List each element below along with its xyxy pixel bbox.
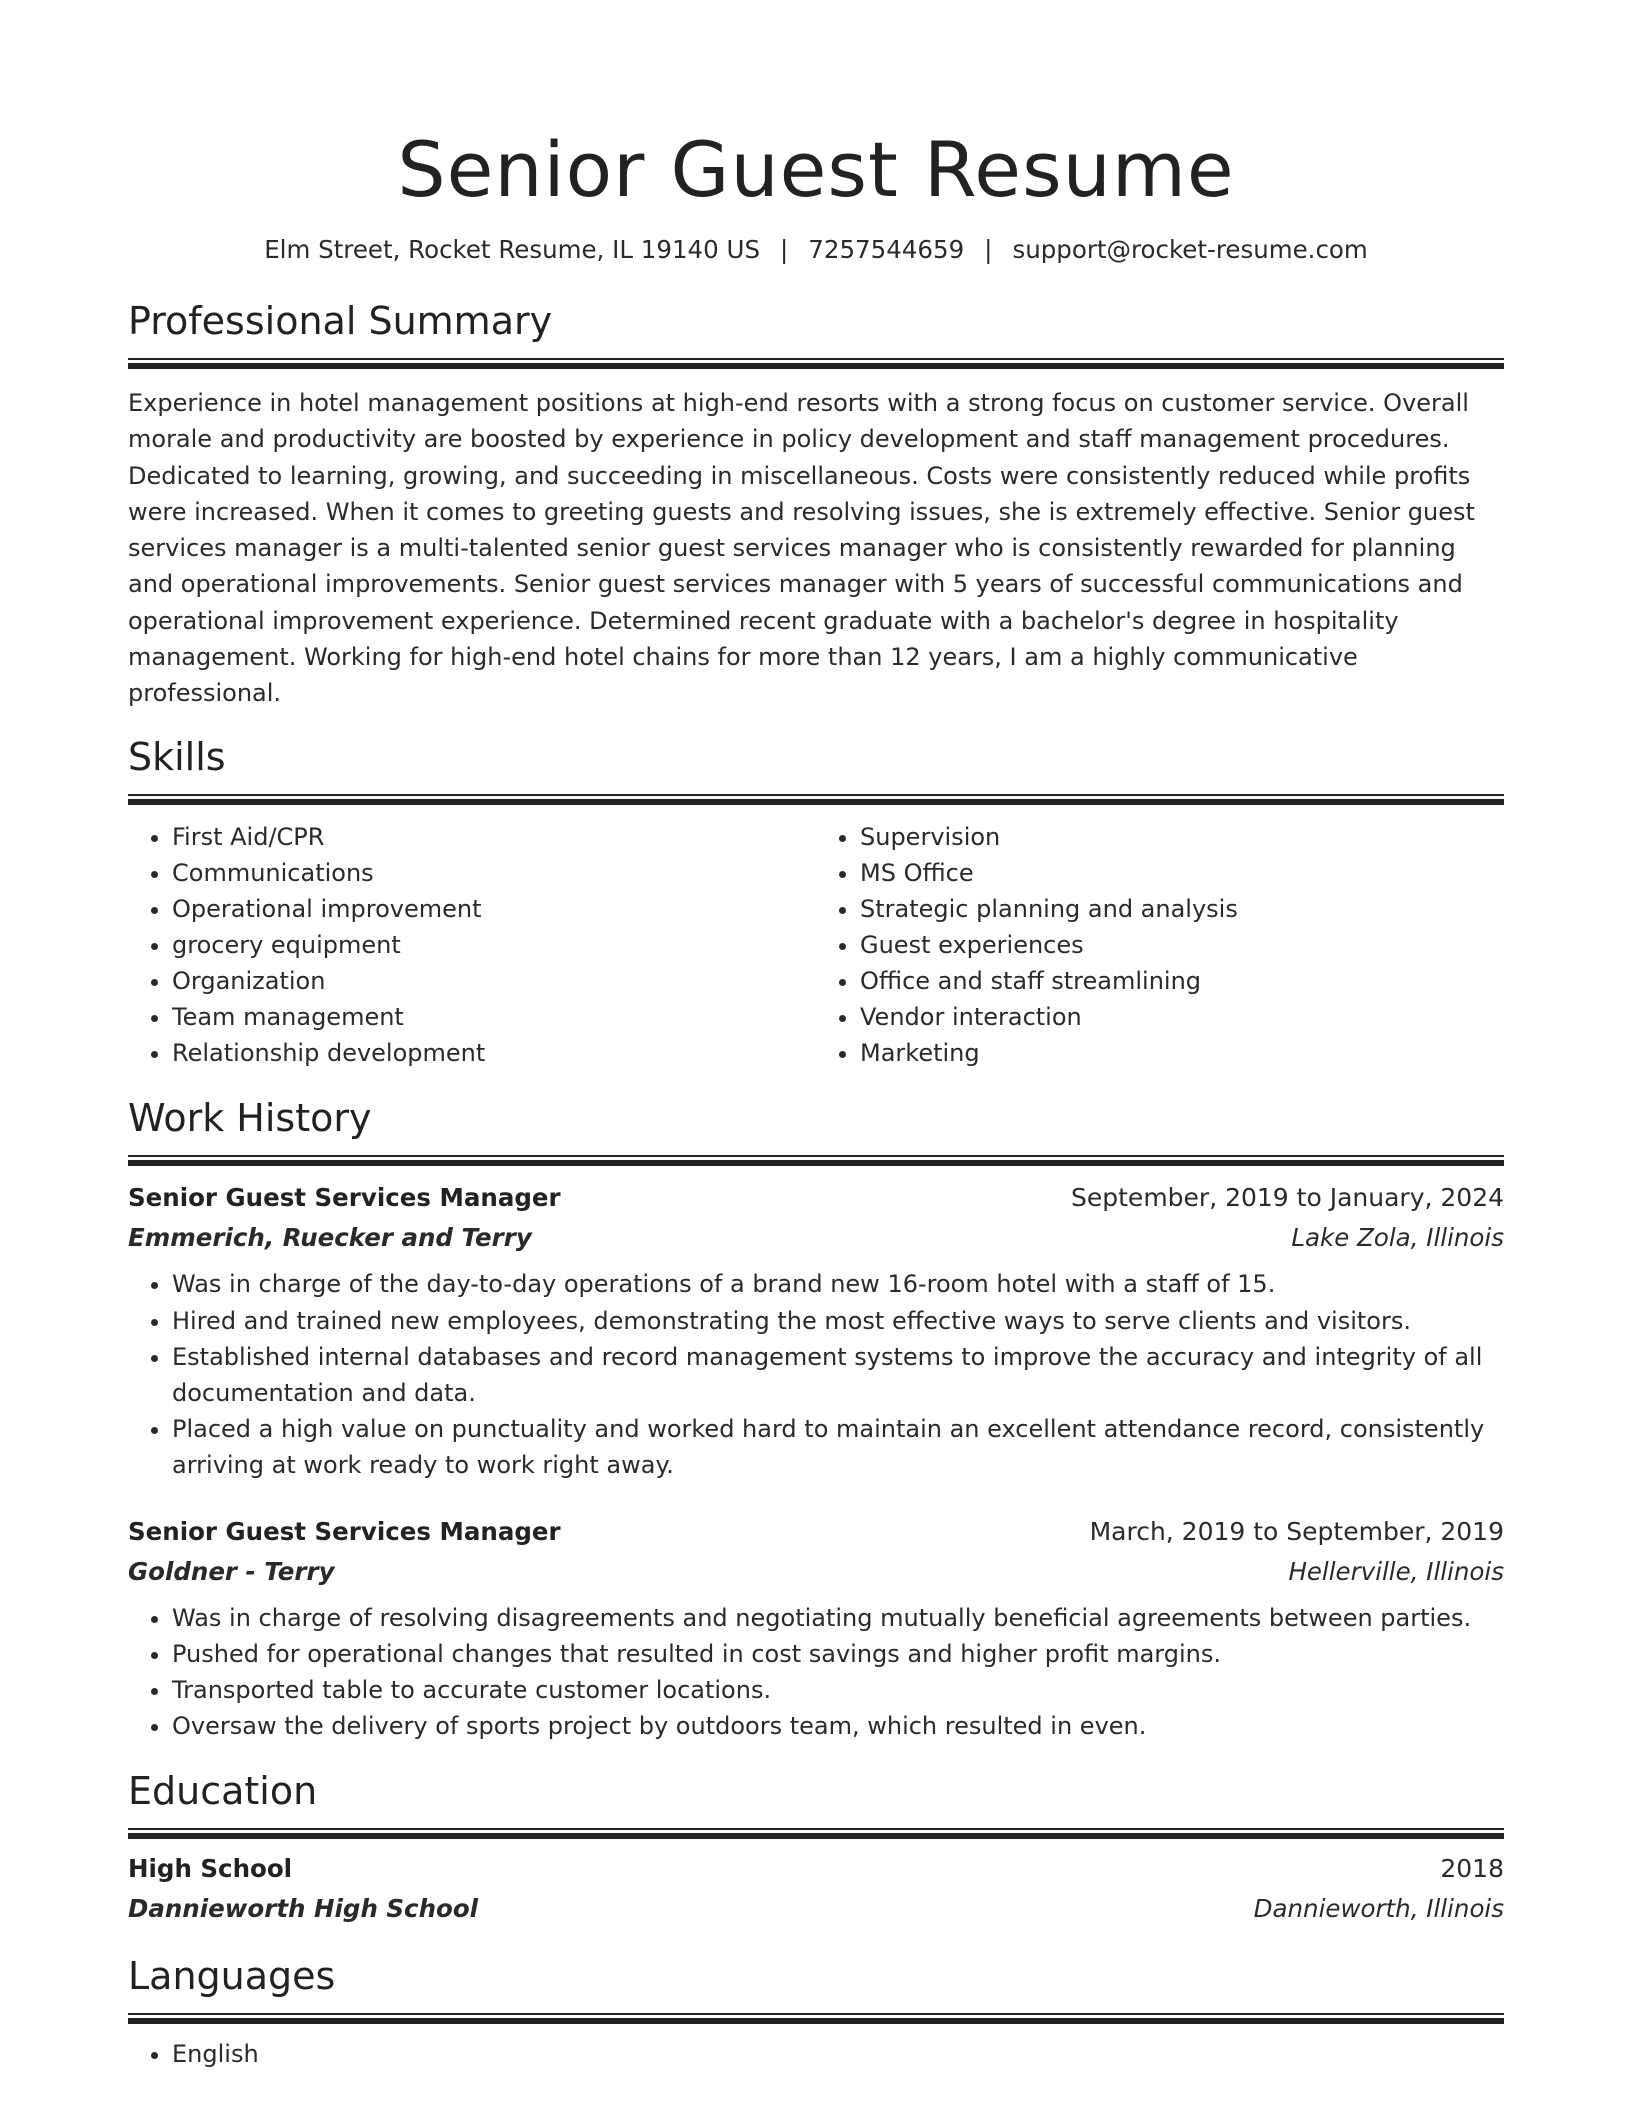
skill-item: • First Aid/CPR xyxy=(172,819,816,855)
job-bullets xyxy=(128,1266,1504,1483)
education-header-row xyxy=(128,1849,1504,1889)
job-entry xyxy=(128,1512,1504,1745)
skills-section xyxy=(128,732,1504,1072)
contact-email: support@rocket-resume.com xyxy=(1012,235,1368,264)
section-divider xyxy=(128,1828,1504,1839)
section-divider xyxy=(128,358,1504,369)
job-company: Goldner - Terry xyxy=(128,1556,335,1586)
contact-phone: 7257544659 xyxy=(808,235,965,264)
education-school: Dannieworth High School xyxy=(128,1894,479,1924)
education-degree: High School xyxy=(128,1854,293,1884)
contact-line xyxy=(128,232,1504,268)
languages-section xyxy=(128,1951,1504,2072)
job-bullets xyxy=(128,1600,1504,1745)
skill-item: • Communications xyxy=(172,855,816,891)
languages-list xyxy=(128,2036,1504,2072)
job-dates: March, 2019 to September, 2019 xyxy=(1089,1516,1504,1546)
job-bullet: • Hired and trained new employees, demonstrating the most effective ways to serve clients and visitors. xyxy=(172,1303,1504,1339)
job-entry xyxy=(128,1178,1504,1483)
job-header-row xyxy=(128,1512,1504,1552)
job-bullet: • Was in charge of resolving disagreements and negotiating mutually beneficial agreements between parties. xyxy=(172,1600,1504,1636)
job-bullet: • Pushed for operational changes that resulted in cost savings and higher profit margins. xyxy=(172,1636,1504,1672)
resume-name: Senior Guest Resume xyxy=(397,125,1235,214)
section-divider xyxy=(128,794,1504,805)
job-company-row xyxy=(128,1218,1504,1258)
job-bullet: • Placed a high value on punctuality and worked hard to maintain an excellent attendance record, consistently arriving at work ready to work right away. xyxy=(172,1411,1504,1483)
education-year: 2018 xyxy=(1440,1854,1504,1884)
resume-content xyxy=(128,0,1504,2073)
section-heading-work: Work History xyxy=(128,1096,372,1141)
section-divider xyxy=(128,1155,1504,1166)
skill-item: • Strategic planning and analysis xyxy=(860,891,1504,927)
job-bullet: • Oversaw the delivery of sports project by outdoors team, which resulted in even. xyxy=(172,1708,1504,1744)
job-title: Senior Guest Services Manager xyxy=(128,1516,561,1546)
skill-item: • Team management xyxy=(172,999,816,1035)
contact-address: Elm Street, Rocket Resume, IL 19140 US xyxy=(264,235,761,264)
job-company-row xyxy=(128,1552,1504,1592)
job-location: Hellerville, Illinois xyxy=(1288,1556,1504,1586)
job-company: Emmerich, Ruecker and Terry xyxy=(128,1223,532,1253)
section-heading-skills: Skills xyxy=(128,734,226,779)
skill-item: • Marketing xyxy=(860,1035,1504,1071)
skills-list-right xyxy=(816,819,1504,1072)
job-location: Lake Zola, Illinois xyxy=(1291,1223,1504,1253)
skill-item: • Supervision xyxy=(860,819,1504,855)
skill-item: • Organization xyxy=(172,963,816,999)
education-school-row xyxy=(128,1889,1504,1929)
section-divider xyxy=(128,2013,1504,2024)
job-dates: September, 2019 to January, 2024 xyxy=(1071,1183,1504,1213)
skill-item: • Guest experiences xyxy=(860,927,1504,963)
education-entry xyxy=(128,1849,1504,1929)
skills-columns xyxy=(128,819,1504,1072)
work-section xyxy=(128,1093,1504,1744)
section-heading-languages: Languages xyxy=(128,1954,336,1999)
education-section xyxy=(128,1766,1504,1929)
section-heading-education: Education xyxy=(128,1769,318,1814)
summary-text: Experience in hotel management positions at high-end resorts with a strong focus on customer service. Overall morale and productivity are boosted by experience in policy development and staff management procedures. Dedicated to learning, growing, and succeeding in miscellaneous. Costs were consistently reduced while profits were increased. When it comes to greeting guests and resolving issues, she is extremely effective. Senior guest services manager is a multi-talented senior guest services manager who is consistently rewarded for planning and operational improvements. Senior guest services manager with 5 years of successful communications and operational improvement experience. Determined recent graduate with a bachelor's degree in hospitality management. Working for high-end hotel chains for more than 12 years, I am a highly communicative professional. xyxy=(128,389,1475,708)
job-bullet: • Was in charge of the day-to-day operations of a brand new 16-room hotel with a staff of 15. xyxy=(172,1266,1504,1302)
summary-section xyxy=(128,296,1504,712)
skill-item: • grocery equipment xyxy=(172,927,816,963)
skill-item: • Vendor interaction xyxy=(860,999,1504,1035)
job-bullet: • Established internal databases and record management systems to improve the accuracy and integrity of all documentation and data. xyxy=(172,1339,1504,1411)
skill-item: • MS Office xyxy=(860,855,1504,891)
job-header-row xyxy=(128,1178,1504,1218)
section-heading-summary: Professional Summary xyxy=(128,299,553,343)
contact-separator: | xyxy=(780,235,789,264)
job-title: Senior Guest Services Manager xyxy=(128,1183,561,1213)
education-location: Dannieworth, Illinois xyxy=(1253,1894,1504,1924)
skill-item: • Relationship development xyxy=(172,1035,816,1071)
skills-list-left xyxy=(128,819,816,1072)
language-item: • English xyxy=(172,2036,1504,2072)
skill-item: • Operational improvement xyxy=(172,891,816,927)
job-bullet: • Transported table to accurate customer locations. xyxy=(172,1672,1504,1708)
contact-separator: | xyxy=(984,235,993,264)
skill-item: • Office and staff streamlining xyxy=(860,963,1504,999)
